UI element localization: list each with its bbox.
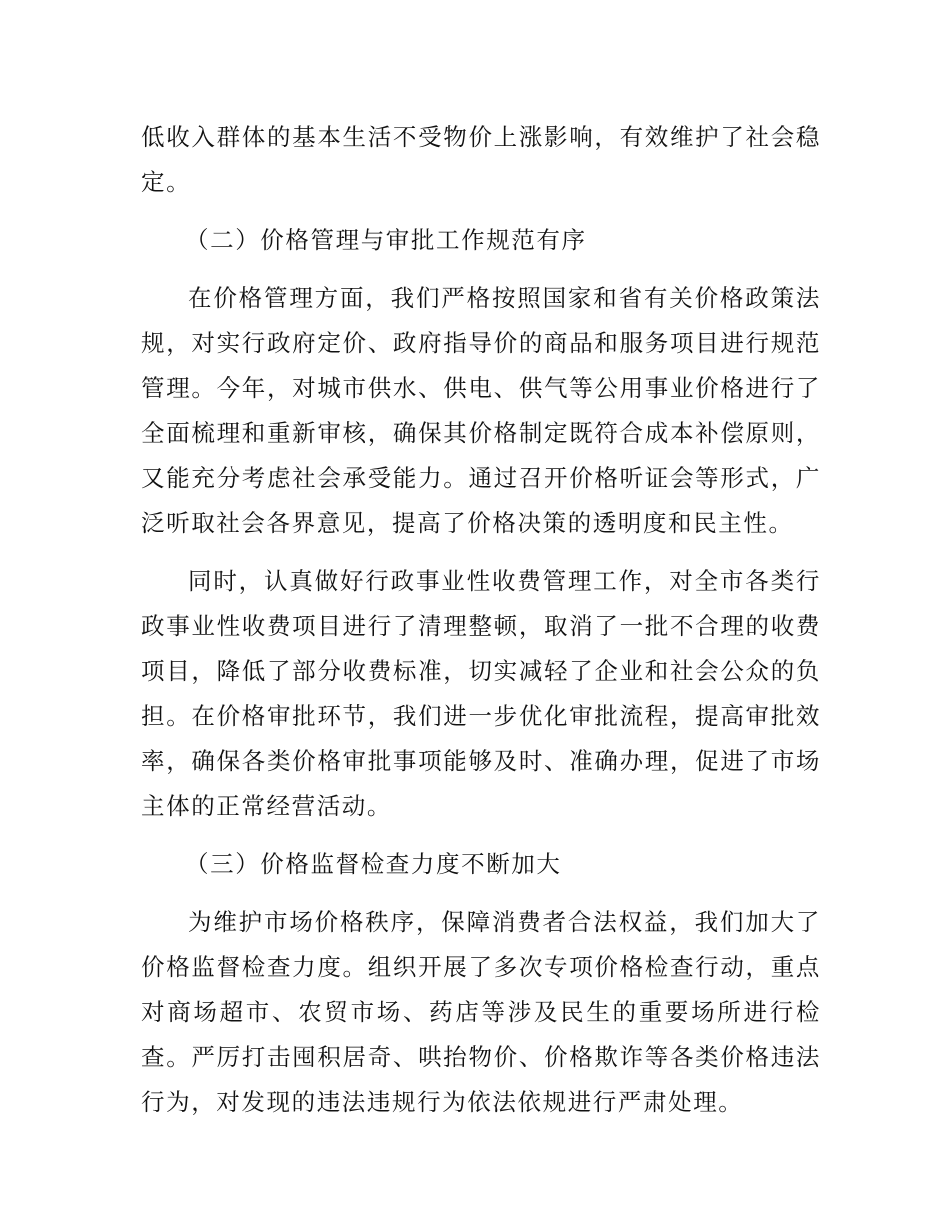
paragraph-continuation: 低收入群体的基本生活不受物价上涨影响，有效维护了社会稳定。 — [141, 123, 821, 196]
document-body — [141, 115, 821, 1138]
paragraph-fee-management: 同时，认真做好行政事业性收费管理工作，对全市各类行政事业性收费项目进行了清理整顿，取消了一批不合理的收费项目，降低了部分收费标准，切实减轻了企业和社会公众的负担。在价格审批环节，我们进一步优化审批流程，提高审批效率，确保各类价格审批事项能够及时、准确办理，促进了市场主体的正常经营活动。 — [141, 567, 821, 820]
section-heading-2: （二）价格管理与审批工作规范有序 — [185, 226, 587, 254]
paragraph-price-supervision: 为维护市场价格秩序，保障消费者合法权益，我们加大了价格监督检查力度。组织开展了多次专项价格检查行动，重点对商场超市、农贸市场、药店等涉及民生的重要场所进行检查。严厉打击囤积居奇、哄抬物价、价格欺诈等各类价格违法行为，对发现的违法违规行为依法依规进行严肃处理。 — [141, 908, 821, 1116]
section-heading-3: （三）价格监督检查力度不断加大 — [185, 850, 562, 878]
paragraph-price-management: 在价格管理方面，我们严格按照国家和省有关价格政策法规，对实行政府定价、政府指导价的商品和服务项目进行规范管理。今年，对城市供水、供电、供气等公用事业价格进行了全面梳理和重新审核，确保其价格制定既符合成本补偿原则，又能充分考虑社会承受能力。通过召开价格听证会等形式，广泛听取社会各界意见，提高了价格决策的透明度和民主性。 — [141, 284, 821, 537]
